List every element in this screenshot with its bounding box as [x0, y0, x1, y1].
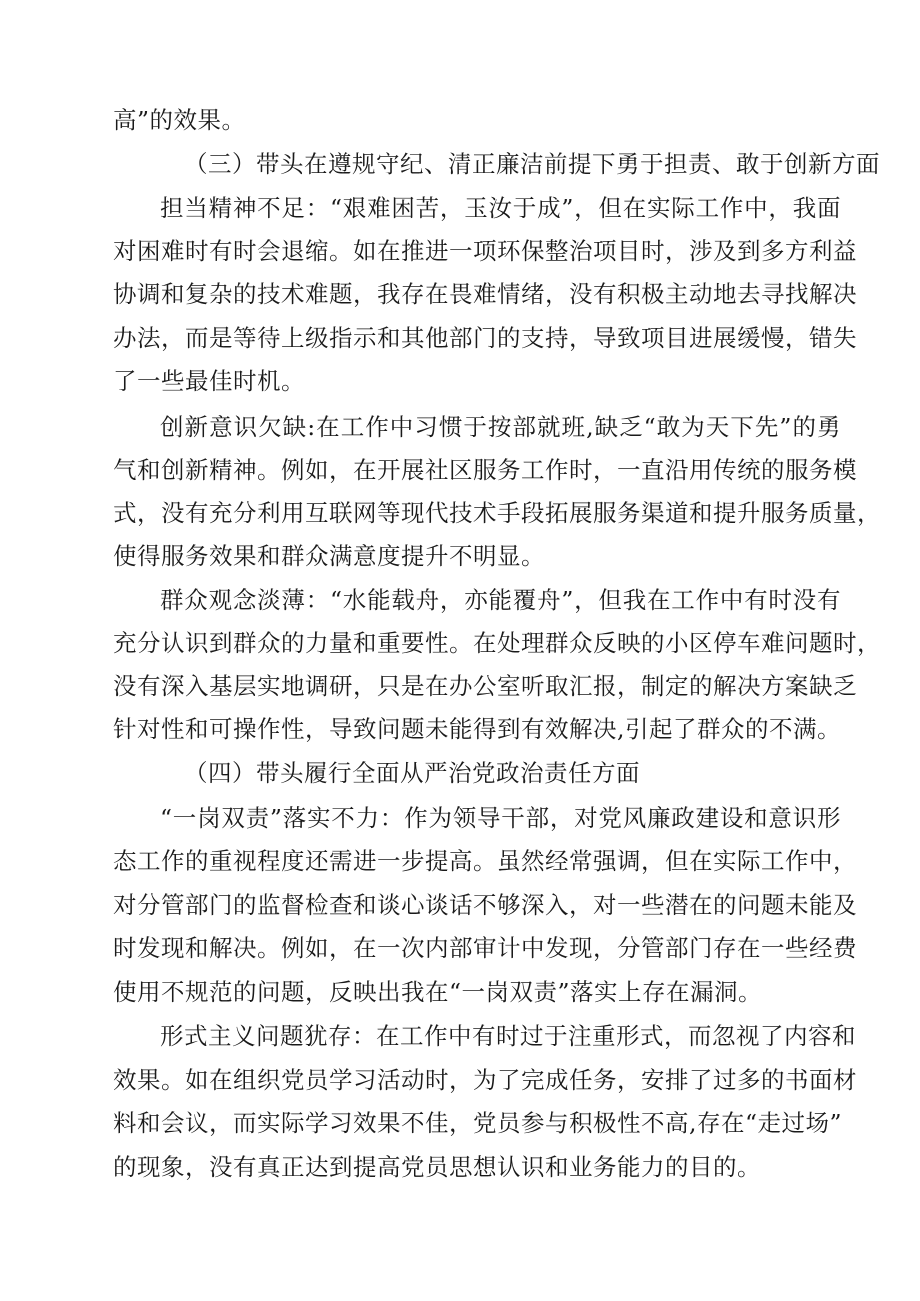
- paragraph-line: 式，没有充分利用互联网等现代技术手段拓展服务渠道和提升服务质量，: [113, 499, 881, 527]
- paragraph-line: 没有深入基层实地调研，只是在办公室听取汇报，制定的解决方案缺乏: [113, 672, 857, 700]
- paragraph-line: 了一些最佳时机。: [113, 367, 305, 395]
- paragraph-line: 对分管部门的监督检查和谈心谈话不够深入，对一些潜在的问题未能及: [113, 891, 857, 919]
- paragraph-line: 形式主义问题犹存：在工作中有时过于注重形式，而忽视了内容和: [160, 1022, 856, 1050]
- paragraph-line: 对困难时有时会退缩。如在推进一项环保整治项目时，涉及到多方利益: [113, 237, 857, 265]
- section-heading-3: （三）带头在遵规守纪、清正廉洁前提下勇于担责、敢于创新方面: [184, 150, 880, 178]
- paragraph-line: 担当精神不足：“艰难困苦，玉汝于成”，但在实际工作中，我面: [160, 194, 841, 222]
- paragraph-line: 的现象，没有真正达到提高党员思想认识和业务能力的目的。: [113, 1153, 761, 1181]
- paragraph-line: 料和会议，而实际学习效果不佳，党员参与积极性不高,存在“走过场”: [113, 1109, 842, 1137]
- paragraph-line: 群众观念淡薄：“水能载舟，亦能覆舟”，但我在工作中有时没有: [160, 586, 841, 614]
- paragraph-line: “一岗双责”落实不力：作为领导干部，对党风廉政建设和意识形: [160, 804, 841, 832]
- paragraph-line: 使用不规范的问题，反映出我在“一岗双责”落实上存在漏洞。: [113, 978, 763, 1006]
- paragraph-line: 办法，而是等待上级指示和其他部门的支持，导致项目进展缓慢，错失: [113, 324, 857, 352]
- paragraph-line: 针对性和可操作性，导致问题未能得到有效解决,引起了群众的不满。: [113, 715, 841, 743]
- paragraph-line: 创新意识欠缺:在工作中习惯于按部就班,缺乏“敢为天下先”的勇: [160, 413, 841, 441]
- paragraph-line: 时发现和解决。例如，在一次内部审计中发现，分管部门存在一些经费: [113, 934, 857, 962]
- paragraph-line: 协调和复杂的技术难题，我存在畏难情绪，没有积极主动地去寻找解决: [113, 280, 857, 308]
- paragraph-line: 高”的效果。: [113, 106, 246, 134]
- section-heading-4: （四）带头履行全面从严治党政治责任方面: [184, 759, 640, 787]
- paragraph-line: 气和创新精神。例如，在开展社区服务工作时，一直沿用传统的服务模: [113, 456, 857, 484]
- paragraph-line: 充分认识到群众的力量和重要性。在处理群众反映的小区停车难问题时，: [113, 629, 881, 657]
- paragraph-line: 态工作的重视程度还需进一步提高。虽然经常强调，但在实际工作中，: [113, 847, 857, 875]
- paragraph-line: 效果。如在组织党员学习活动时，为了完成任务，安排了过多的书面材: [113, 1066, 857, 1094]
- paragraph-line: 使得服务效果和群众满意度提升不明显。: [113, 542, 545, 570]
